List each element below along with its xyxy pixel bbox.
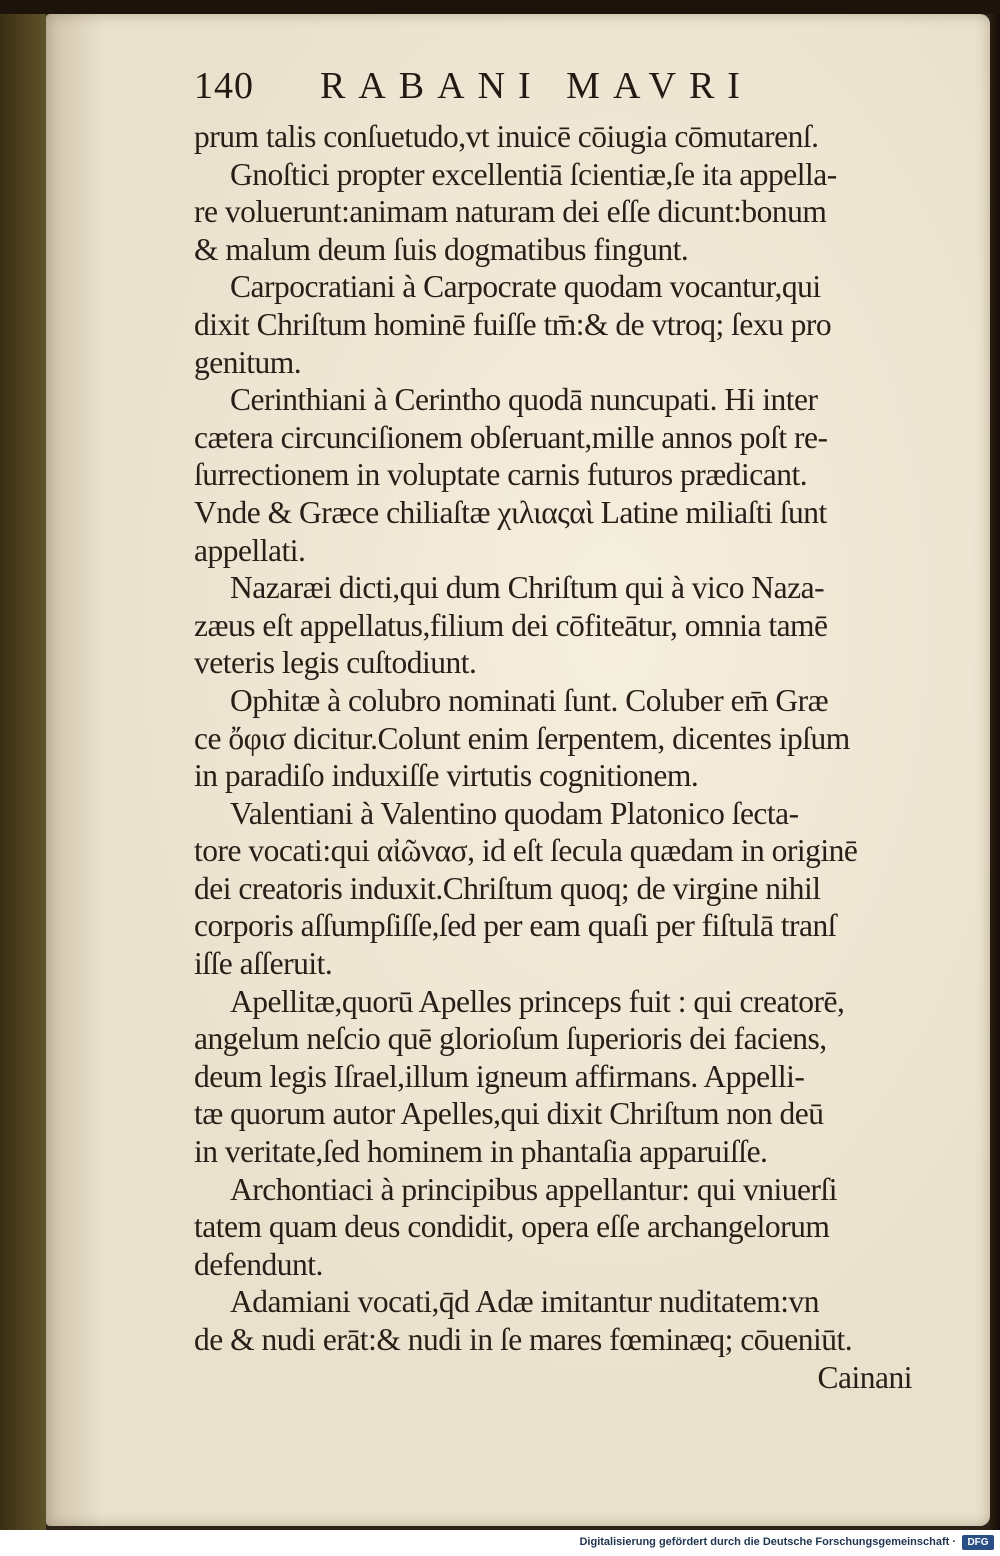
text-line: tore vocati:qui αἰῶνασ, id eſt ſecula quædam in originē — [194, 833, 858, 869]
text-line: Archontiaci à principibus appellantur: qui vniuerſi — [230, 1171, 837, 1207]
text-line: Adamiani vocati,q̄d Adæ imitantur nuditatem:vn — [230, 1284, 820, 1320]
text-line: Gnoſtici propter excellentiā ſcientiæ,ſe ita appella- — [230, 156, 837, 192]
text-line: Carpocratiani à Carpocrate quodam vocantur,qui — [230, 269, 821, 305]
text-line: prum talis conſuetudo,vt inuicē cōiugia cōmutarenſ. — [194, 119, 819, 154]
text-line: veteris legis cuſtodiunt. — [194, 645, 477, 681]
book-spine-edge — [0, 0, 46, 1530]
text-line: defendunt. — [194, 1246, 323, 1282]
text-line: genitum. — [194, 344, 302, 380]
digitization-footer — [0, 1530, 1000, 1556]
text-line: dei creatoris induxit.Chriſtum quoq; de virgine nihil — [194, 870, 821, 906]
text-line: tatem quam deus condidit, opera eſſe archangelorum — [194, 1209, 830, 1245]
text-line: ce ὄφισ dicitur.Colunt enim ſerpentem, dicentes ipſum — [194, 720, 850, 756]
text-line: corporis aſſumpſiſſe,ſed per eam quaſi per fiſtulā tranſ — [194, 908, 837, 944]
dfg-logo: DFG — [962, 1535, 994, 1550]
text-line: Nazaræi dicti,qui dum Chriſtum qui à vico Naza- — [230, 570, 825, 606]
book-top-edge — [0, 0, 1000, 14]
text-line: Valentiani à Valentino quodam Platonico ſecta- — [230, 795, 799, 831]
text-line: Apellitæ,quorū Apelles princeps fuit : qui creatorē, — [230, 983, 845, 1019]
footer-credit-text: Digitalisierung gefördert durch die Deutsche Forschungsgemeinschaft · — [579, 1536, 956, 1548]
running-head: RABANI MAVRI — [320, 65, 753, 107]
book-right-edge — [990, 0, 1000, 1530]
text-line: zæus eſt appellatus,filium dei cōfiteātur, omnia tamē — [194, 607, 828, 643]
text-line: Vnde & Græce chiliaſtæ χιλιαςαὶ Latine miliaſti ſunt — [194, 494, 827, 530]
text-line: Cerinthiani à Cerintho quodā nuncupati. Hi inter — [230, 382, 818, 418]
text-line: appellati. — [194, 532, 306, 568]
catchword: Cainani — [817, 1359, 912, 1395]
text-line: re voluerunt:animam naturam dei eſſe dicunt:bonum — [194, 194, 827, 230]
text-line: angelum neſcio quē glorioſum ſuperioris dei faciens, — [194, 1021, 827, 1057]
text-line: deum legis Iſrael,illum igneum affirmans. Appelli- — [194, 1058, 805, 1094]
page-header — [194, 64, 884, 112]
text-line: cætera circunciſionem obſeruant,mille annos poſt re- — [194, 419, 828, 455]
page-number: 140 — [194, 65, 254, 107]
text-line: iſſe aſſeruit. — [194, 946, 333, 982]
body-text — [194, 118, 962, 1396]
text-line: dixit Chriſtum hominē fuiſſe tm̄:& de vtroq; ſexu pro — [194, 306, 832, 342]
text-line: Ophitæ à colubro nominati ſunt. Coluber em̄ Græ — [230, 682, 829, 718]
text-line: tæ quorum autor Apelles,qui dixit Chriſtum non deū — [194, 1096, 824, 1132]
text-line: in paradiſo induxiſſe virtutis cognitionem. — [194, 758, 699, 794]
text-line: ſurrectionem in voluptate carnis futuros prædicant. — [194, 457, 808, 493]
text-line: in veritate,ſed hominem in phantaſia apparuiſſe. — [194, 1134, 768, 1170]
text-line: & malum deum ſuis dogmatibus fingunt. — [194, 231, 689, 267]
text-line: de & nudi erāt:& nudi in ſe mares fœminæq; cōueniūt. — [194, 1322, 853, 1357]
